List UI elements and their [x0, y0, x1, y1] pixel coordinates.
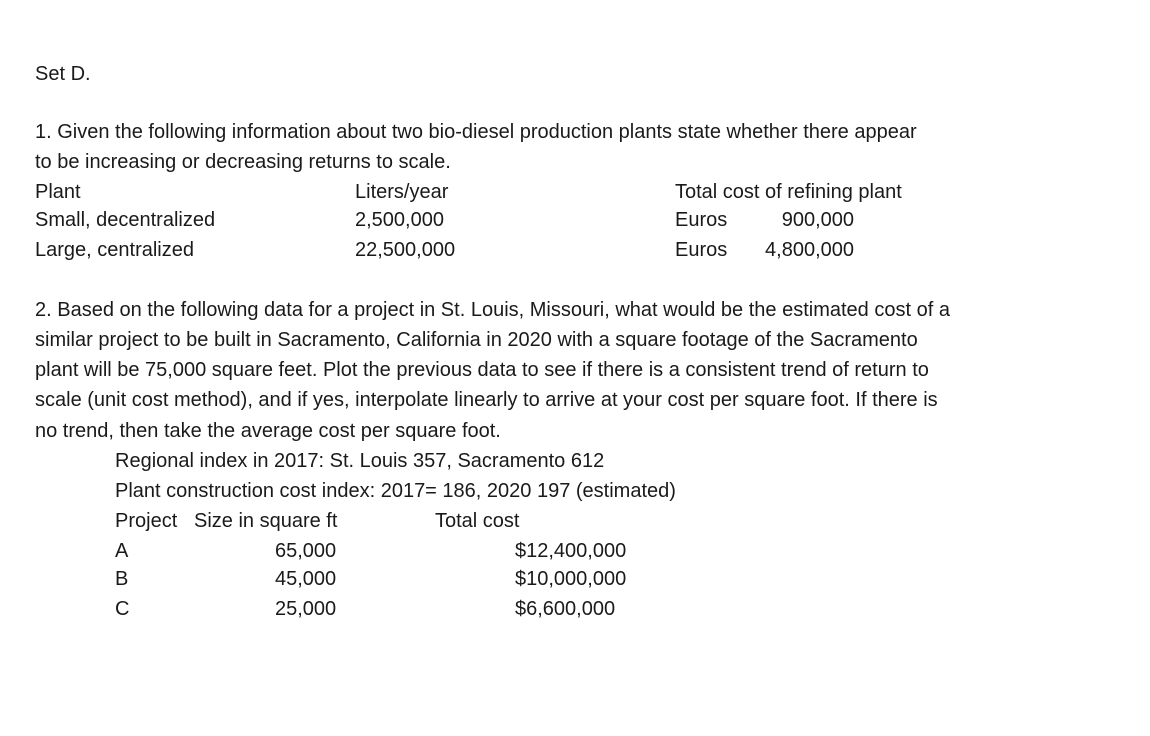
q2-row-size: 65,000 [275, 540, 337, 562]
q1-row-cost: 4,800,000 [765, 239, 854, 261]
q2-row-cost: $6,600,000 [515, 598, 616, 620]
q2-row-size: 45,000 [275, 568, 337, 590]
q1-text-line-2: to be increasing or decreasing returns to scale. [35, 151, 451, 173]
q1-header-liters: Liters/year [355, 181, 449, 203]
q1-row-currency: Euros [675, 209, 728, 231]
q2-text-line-3: plant will be 75,000 square feet. Plot the previous data to see if there is a consistent trend of return to [35, 359, 929, 381]
q1-row-plant: Small, decentralized [35, 209, 216, 231]
q2-text-line-5: no trend, then take the average cost per square foot. [35, 420, 501, 442]
q1-header-cost: Total cost of refining plant [675, 181, 902, 203]
set-heading: Set D. [35, 63, 91, 85]
q1-row-currency: Euros [675, 239, 728, 261]
q2-row-project: B [115, 568, 129, 590]
q1-row-plant: Large, centralized [35, 239, 194, 261]
q1-row-liters: 2,500,000 [355, 209, 444, 231]
q2-header-cost: Total cost [435, 510, 520, 532]
q2-row-project: C [115, 598, 130, 620]
q2-row-cost: $12,400,000 [515, 540, 627, 562]
q1-text-line-1: 1. Given the following information about two bio-diesel production plants state whether there appear [35, 121, 917, 143]
q2-row-size: 25,000 [275, 598, 337, 620]
q1-header-plant: Plant [35, 181, 81, 203]
q2-header-size: Size in square ft [194, 510, 338, 532]
q2-row-project: A [115, 540, 129, 562]
q2-row-cost: $10,000,000 [515, 568, 627, 590]
regional-index-text: Regional index in 2017: St. Louis 357, Sacramento 612 [115, 450, 605, 472]
q2-text-line-1: 2. Based on the following data for a project in St. Louis, Missouri, what would be the estimated cost of a [35, 299, 950, 321]
q2-text-line-2: similar project to be built in Sacramento, California in 2020 with a square footage of the Sacramento [35, 329, 918, 351]
q2-text-line-4: scale (unit cost method), and if yes, interpolate linearly to arrive at your cost per square foot. If there is [35, 389, 938, 411]
q1-row-cost: 900,000 [781, 209, 854, 231]
plant-cost-index-text: Plant construction cost index: 2017= 186, 2020 197 (estimated) [115, 480, 676, 502]
q1-row-liters: 22,500,000 [355, 239, 456, 261]
q2-header-project: Project [115, 510, 178, 532]
